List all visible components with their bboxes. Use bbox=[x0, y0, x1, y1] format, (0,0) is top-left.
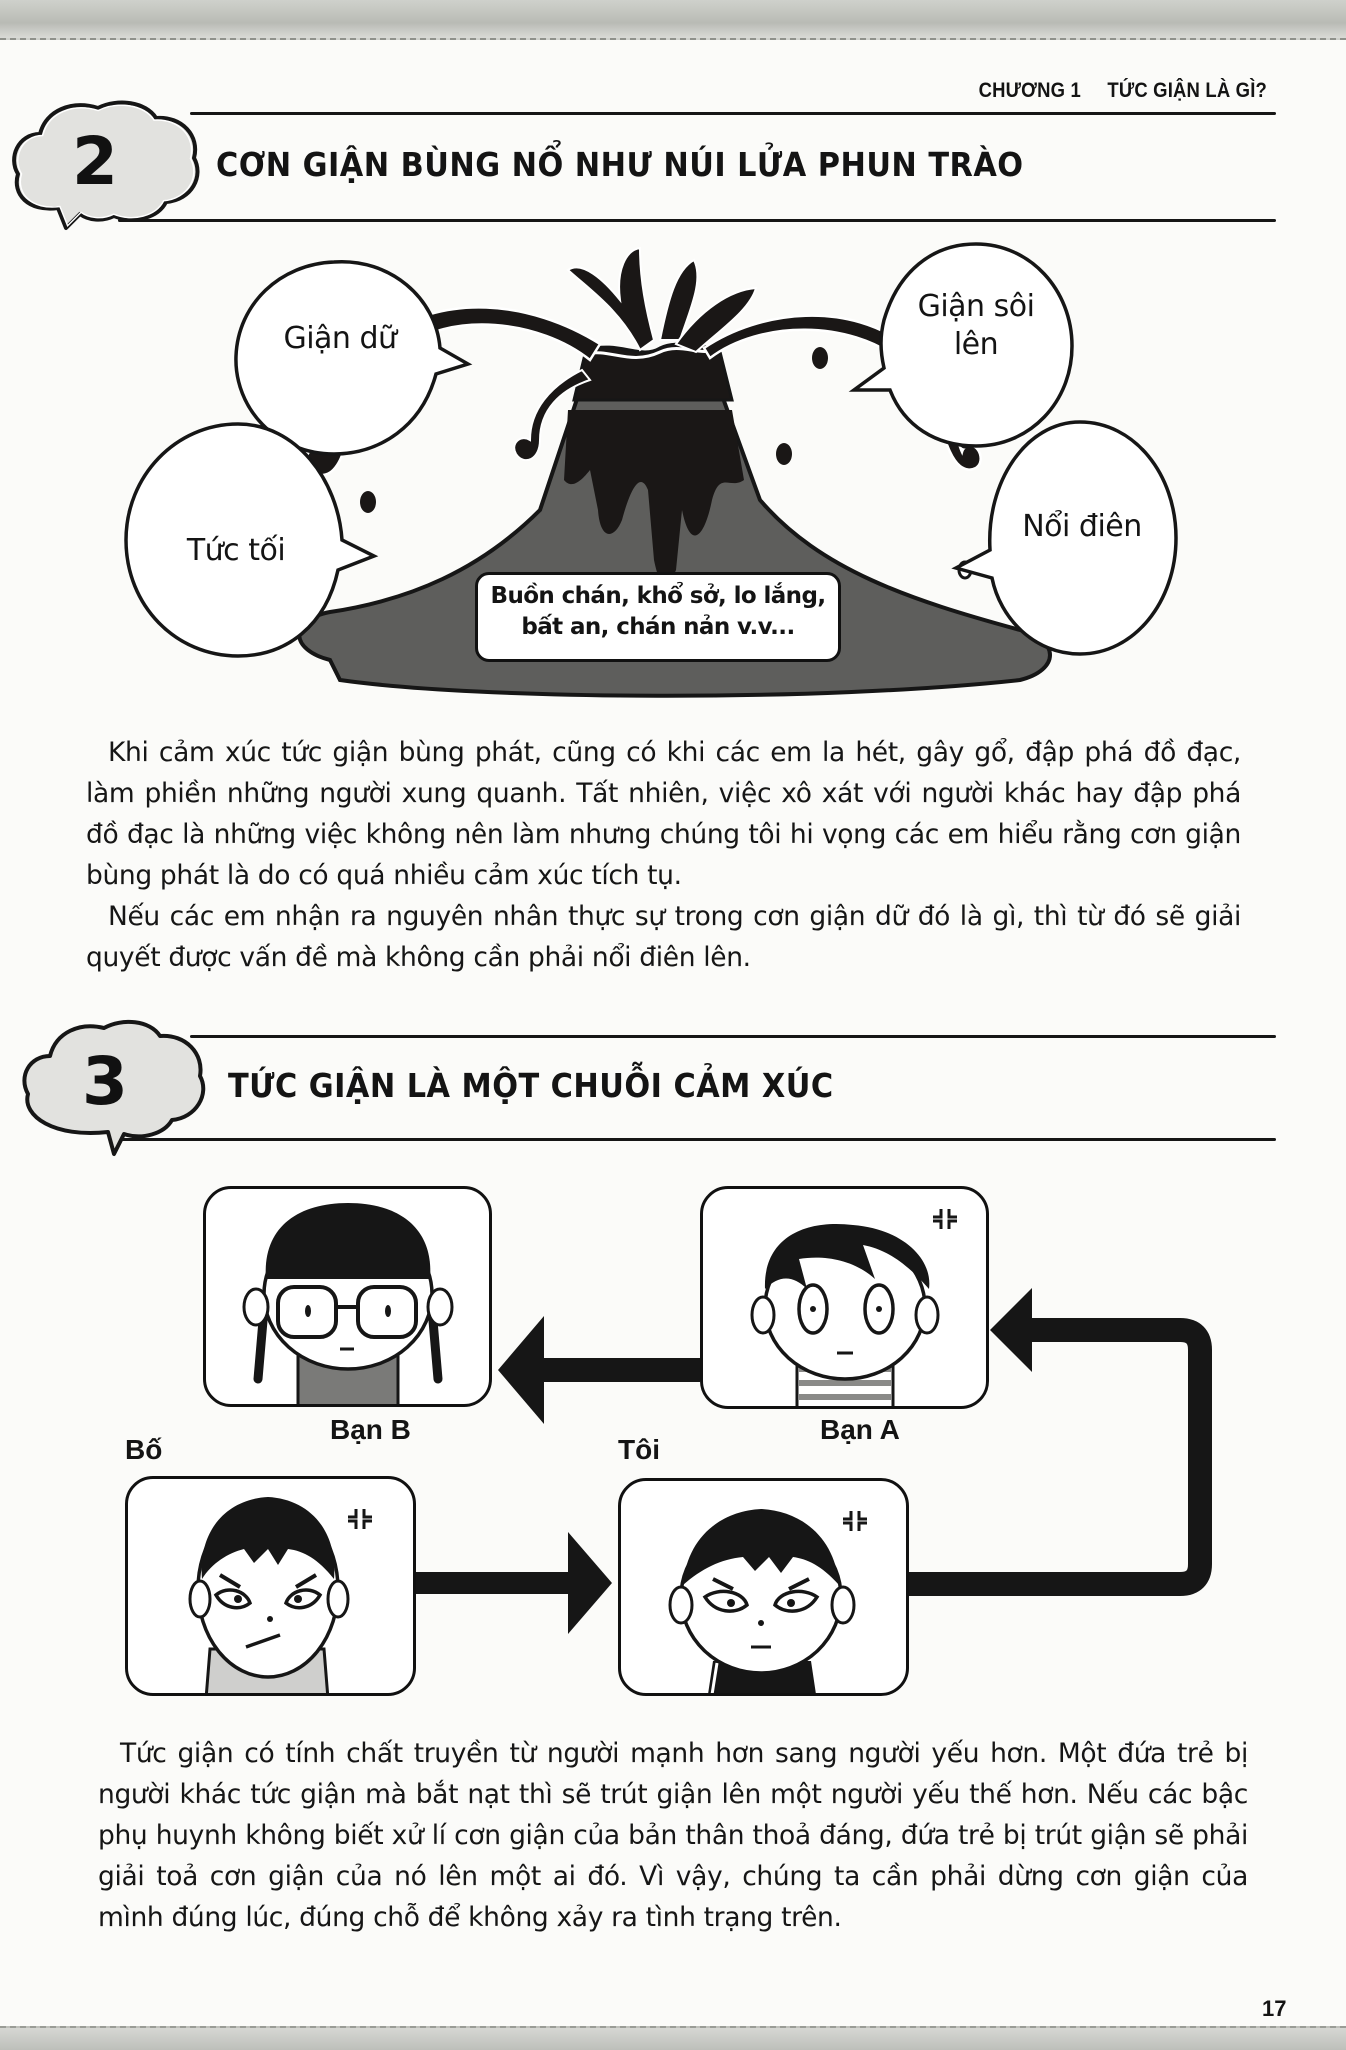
core-emotions-line-2: bất an, chán nản v.v... bbox=[521, 614, 795, 640]
angry-father-icon bbox=[128, 1479, 413, 1693]
bubble-text-tuc-toi: Tức tối bbox=[186, 533, 286, 568]
section2-top-rule bbox=[190, 112, 1276, 115]
bubble-text-gian-du: Giận dữ bbox=[283, 321, 397, 356]
anger-mark-icon bbox=[843, 1511, 867, 1531]
bubble-tuc-toi bbox=[120, 420, 350, 660]
arrow-right-icon bbox=[568, 1532, 612, 1634]
bubble-noi-dien bbox=[950, 418, 1180, 658]
page-number: 17 bbox=[1262, 1996, 1287, 2021]
section3-top-rule bbox=[190, 1035, 1276, 1038]
label-toi: Tôi bbox=[618, 1434, 660, 1465]
anger-mark-icon bbox=[348, 1509, 372, 1529]
volcano-illustration bbox=[120, 240, 1180, 700]
running-header bbox=[968, 55, 1267, 103]
person-card-ban-b bbox=[203, 1186, 492, 1407]
label-ban-b: Bạn B bbox=[330, 1414, 411, 1445]
arrow-left-icon bbox=[990, 1288, 1032, 1372]
boy-surprised-icon bbox=[703, 1189, 986, 1406]
section2-number: 2 bbox=[72, 123, 118, 200]
section3-paragraph-1: Tức giận có tính chất truyền từ người mạnh hơn sang người yếu hơn. Một đứa trẻ bị người khác tức giận mà bắt nạt thì sẽ trút giận lên một người yếu thế hơn. Nếu các bậc phụ huynh không biết xử lí cơn giận của bản thân thoả đáng, đứa trẻ bị trút giận sẽ phải giải toả cơn giận của nó lên một ai đó. Vì vậy, chúng ta cần phải dừng cơn giận của mình đúng lúc, đúng chỗ để không xảy ra tình trạng trên. bbox=[98, 1738, 1248, 1933]
section3-title: TỨC GIẬN LÀ MỘT CHUỖI CẢM XÚC bbox=[228, 1066, 834, 1105]
section3-body bbox=[98, 1733, 1248, 1938]
section2-paragraph-1: Khi cảm xúc tức giận bùng phát, cũng có khi các em la hét, gây gổ, đập phá đồ đạc, làm phiền những người xung quanh. Tất nhiên, việc xô xát với người khác hay đập phá đồ đạc là những việc không nên làm nhưng chúng tôi hi vọng các em hiểu rằng cơn giận bùng phát là do có quá nhiều cảm xúc tích tụ. bbox=[86, 737, 1241, 891]
anger-chain-diagram bbox=[0, 1170, 1346, 1710]
section2-body bbox=[86, 732, 1241, 978]
person-card-ban-a bbox=[700, 1186, 989, 1409]
label-ban-a: Bạn A bbox=[820, 1414, 900, 1445]
chapter-title: TỨC GIẬN LÀ GÌ? bbox=[1107, 79, 1268, 102]
core-emotions-box bbox=[475, 572, 841, 662]
bubble-text-gian-soi-len bbox=[886, 288, 1066, 364]
bubble-text-noi-dien: Nổi điên bbox=[1022, 509, 1142, 544]
label-bo: Bố bbox=[125, 1434, 163, 1465]
section2-paragraph-2: Nếu các em nhận ra nguyên nhân thực sự trong cơn giận dữ đó là gì, thì từ đó sẽ giải quyết được vấn đề mà không cần phải nổi điên lên. bbox=[86, 901, 1241, 973]
chapter-label: CHƯƠNG 1 bbox=[978, 79, 1081, 102]
person-card-toi bbox=[618, 1478, 909, 1696]
section2-title: CƠN GIẬN BÙNG NỔ NHƯ NÚI LỬA PHUN TRÀO bbox=[216, 145, 1024, 184]
section3-bottom-rule bbox=[118, 1138, 1276, 1141]
core-emotions-line-1: Buồn chán, khổ sở, lo lắng, bbox=[490, 583, 826, 609]
girl-with-glasses-icon bbox=[206, 1189, 489, 1404]
section2-bottom-rule bbox=[118, 219, 1276, 222]
angry-boy-icon bbox=[621, 1481, 906, 1693]
person-card-bo bbox=[125, 1476, 416, 1696]
arrow-left-icon bbox=[498, 1316, 544, 1424]
bubble-line-2: lên bbox=[953, 327, 999, 362]
bubble-line-1: Giận sôi bbox=[917, 289, 1035, 324]
page-top-edge bbox=[0, 0, 1346, 40]
page-bottom-edge bbox=[0, 2026, 1346, 2050]
anger-mark-icon bbox=[933, 1209, 957, 1229]
section3-number: 3 bbox=[82, 1043, 128, 1120]
section2-number-badge bbox=[6, 96, 206, 238]
section3-number-badge bbox=[14, 1016, 214, 1158]
